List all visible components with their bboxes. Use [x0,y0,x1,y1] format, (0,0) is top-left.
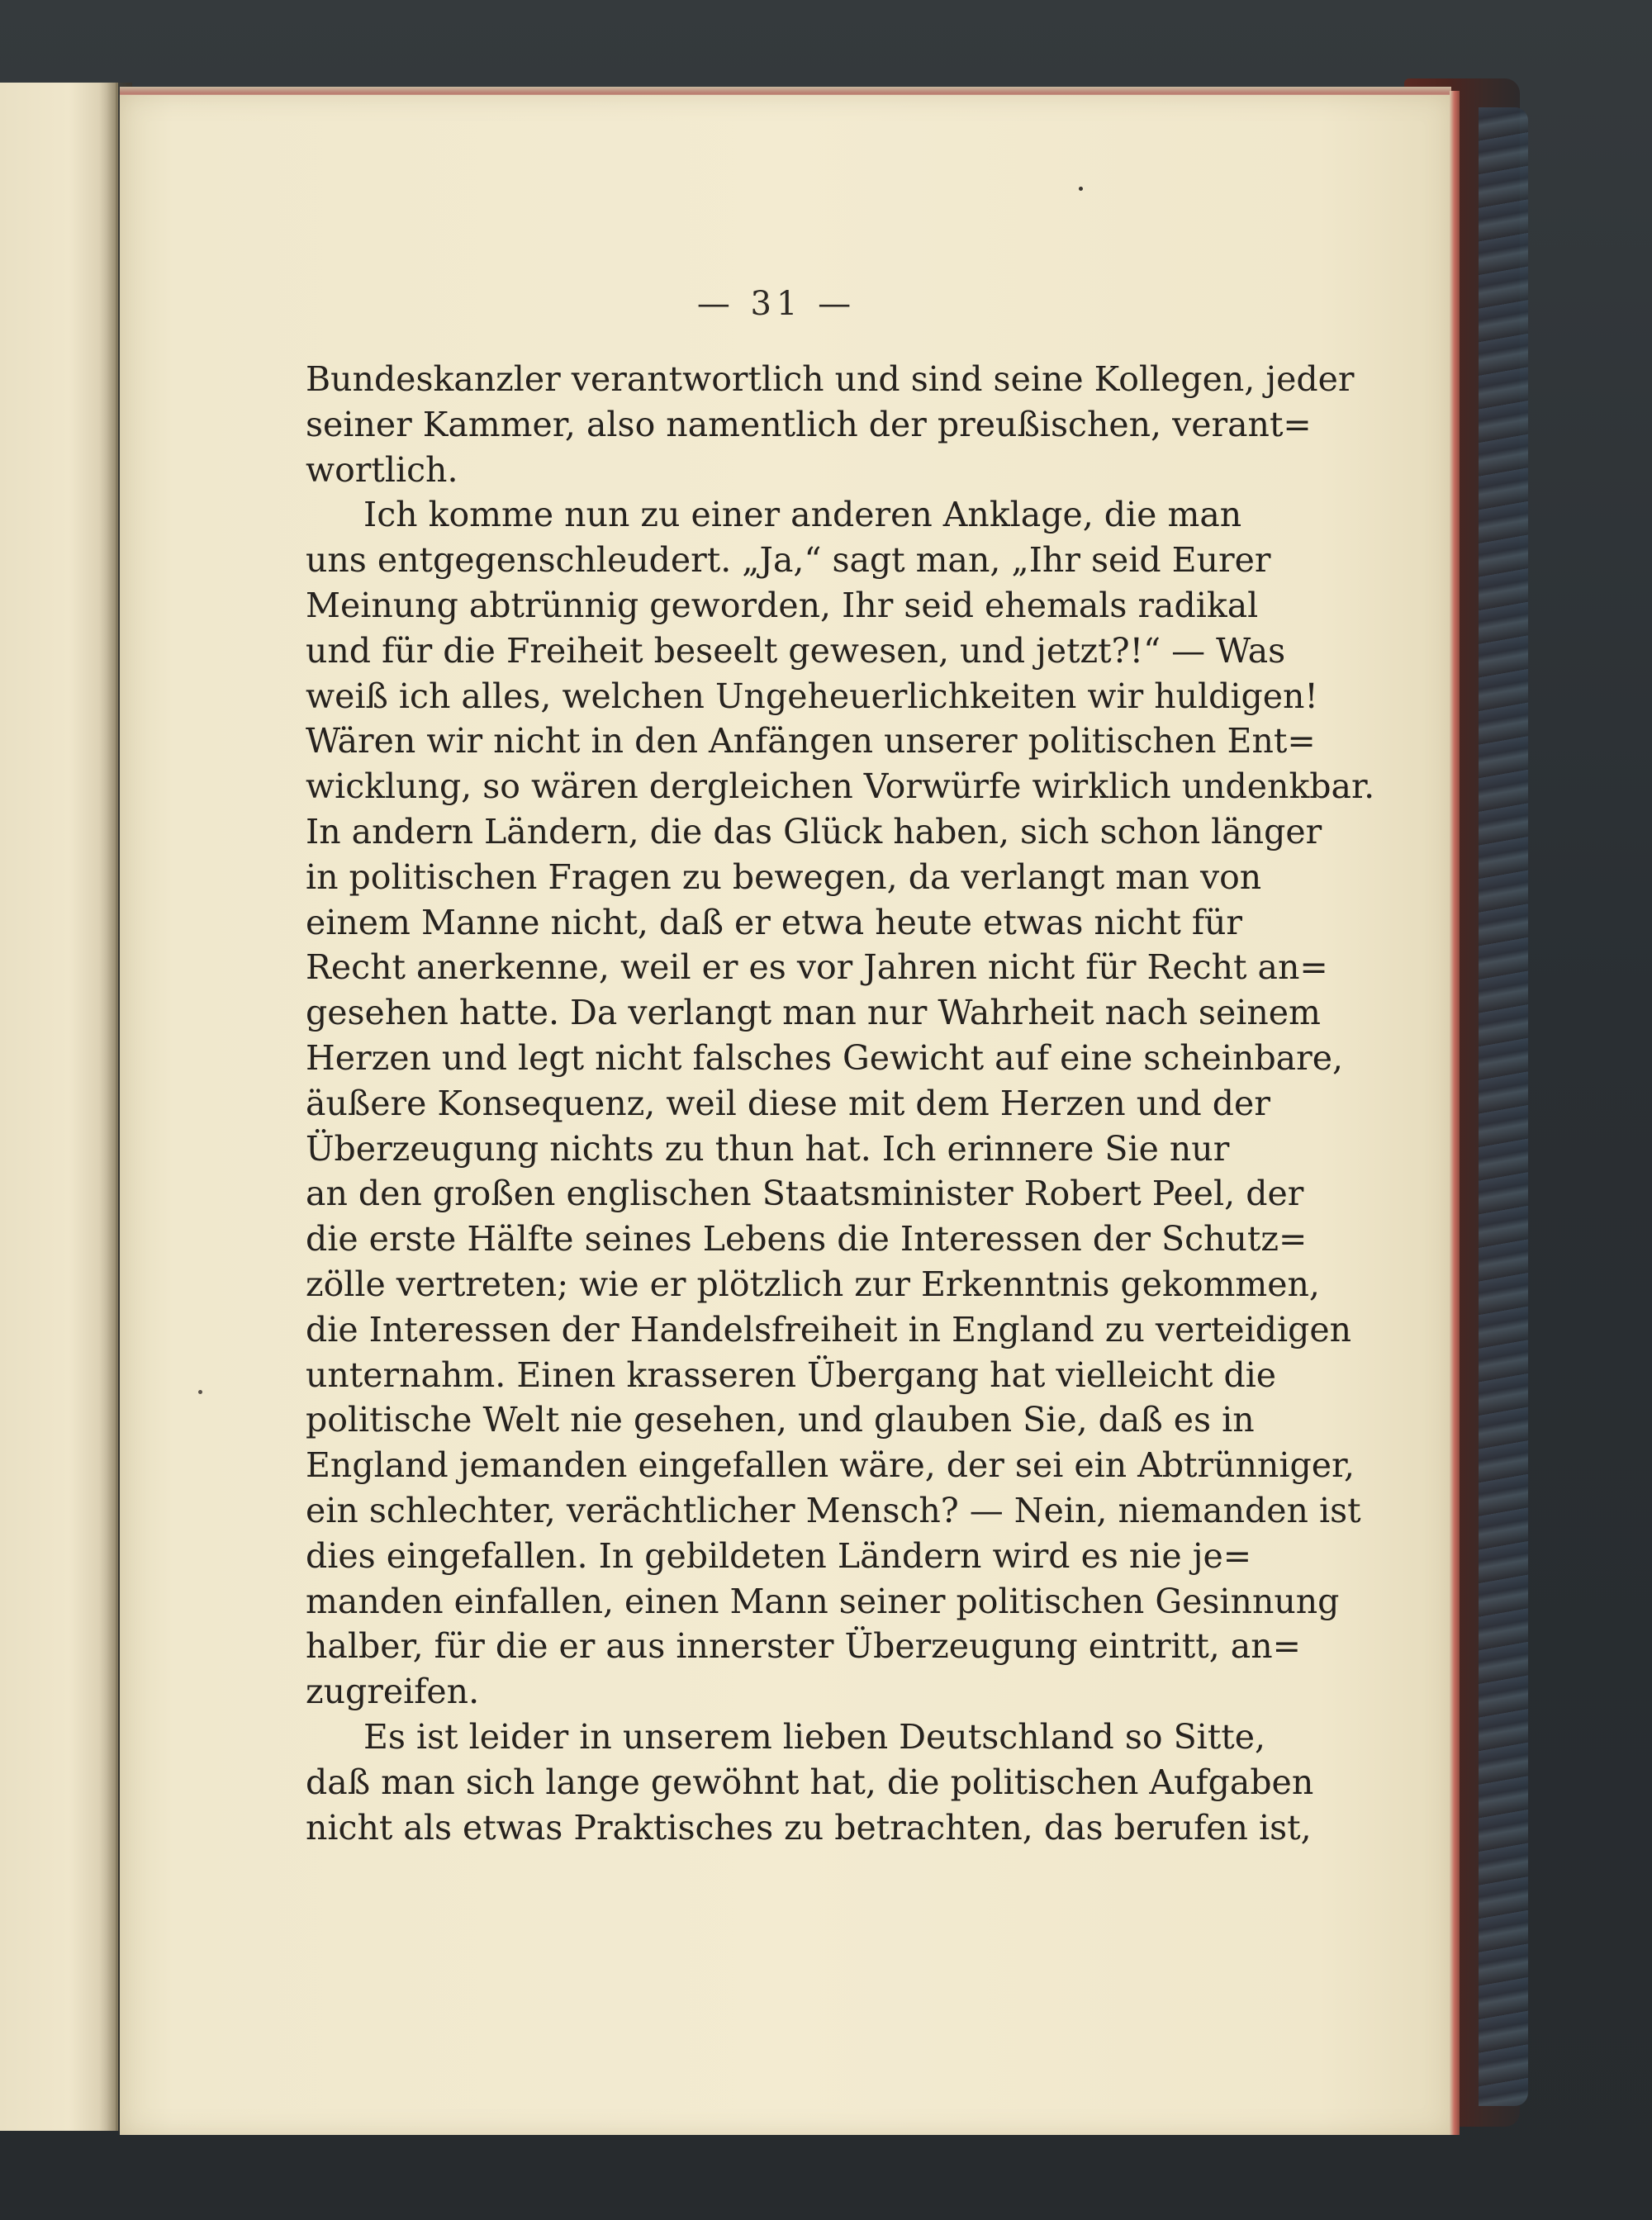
text-line: nicht als etwas Praktisches zu betrachten, das berufen ist, [306,1807,1312,1848]
text-line: Überzeugung nichts zu thun hat. Ich erinnere Sie nur [306,1128,1230,1169]
text-line: Herzen und legt nicht falsches Gewicht auf eine scheinbare, [306,1037,1344,1078]
text-line: und für die Freiheit beseelt gewesen, und jetzt?!“ — Was [306,630,1286,671]
text-line: Es ist leider in unserem lieben Deutschland so Sitte, [363,1716,1266,1757]
text-line: Recht anerkenne, weil er es vor Jahren nicht für Recht an= [306,947,1328,988]
text-line: dies eingefallen. In gebildeten Ländern wird es nie je= [306,1535,1252,1576]
text-line: daß man sich lange gewöhnt hat, die politischen Aufgaben [306,1762,1314,1802]
text-line: die erste Hälfte seines Lebens die Interessen der Schutz= [306,1219,1308,1259]
text-line: unternahm. Einen krasseren Übergang hat vielleicht die [306,1354,1277,1395]
paper-speck [1079,187,1083,191]
text-line: Ich komme nun zu einer anderen Anklage, die man [363,495,1242,535]
text-line: zölle vertreten; wie er plötzlich zur Erkenntnis gekommen, [306,1264,1320,1304]
text-line: wortlich. [306,449,458,490]
text-line: die Interessen der Handelsfreiheit in England zu verteidigen [306,1309,1352,1350]
text-line: uns entgegenschleudert. „Ja,“ sagt man, „Ihr seid Eurer [306,540,1271,581]
text-line: ein schlechter, verächtlicher Mensch? — Nein, niemanden ist [306,1490,1361,1530]
text-line: Meinung abtrünnig geworden, Ihr seid ehemals radikal [306,585,1259,625]
text-line: einem Manne nicht, daß er etwa heute etwas nicht für [306,902,1243,942]
text-line: In andern Ländern, die das Glück haben, sich schon länger [306,811,1322,851]
paper-speck [198,1390,202,1394]
text-line: weiß ich alles, welchen Ungeheuerlichkeiten wir huldigen! [306,676,1318,716]
body-text [306,357,1375,1850]
text-line: Bundeskanzler verantwortlich und sind seine Kollegen, jeder [306,359,1355,399]
text-line: seiner Kammer, also namentlich der preußischen, verant= [306,404,1312,444]
text-line: halber, für die er aus innerster Überzeugung eintritt, an= [306,1626,1301,1667]
text-line: wicklung, so wären dergleichen Vorwürfe wirklich undenkbar. [306,766,1375,807]
text-line: an den großen englischen Staatsminister Robert Peel, der [306,1174,1304,1214]
page-right-edge [1450,91,1460,2135]
text-line: in politischen Fragen zu bewegen, da verlangt man von [306,856,1262,897]
marbled-cover-edge [1479,107,1528,2106]
text-line: äußere Konsequenz, weil diese mit dem Herzen und der [306,1083,1270,1123]
text-line: manden einfallen, einen Mann seiner politischen Gesinnung [306,1581,1340,1621]
text-line: Wären wir nicht in den Anfängen unserer politischen Ent= [306,721,1316,761]
page-number: — 31 — [696,285,857,323]
text-line: zugreifen. [306,1672,480,1712]
text-line: gesehen hatte. Da verlangt man nur Wahrheit nach seinem [306,993,1321,1033]
text-line: England jemanden eingefallen wäre, der sei ein Abtrünniger, [306,1445,1355,1486]
text-line: politische Welt nie gesehen, und glauben Sie, daß es in [306,1400,1255,1440]
